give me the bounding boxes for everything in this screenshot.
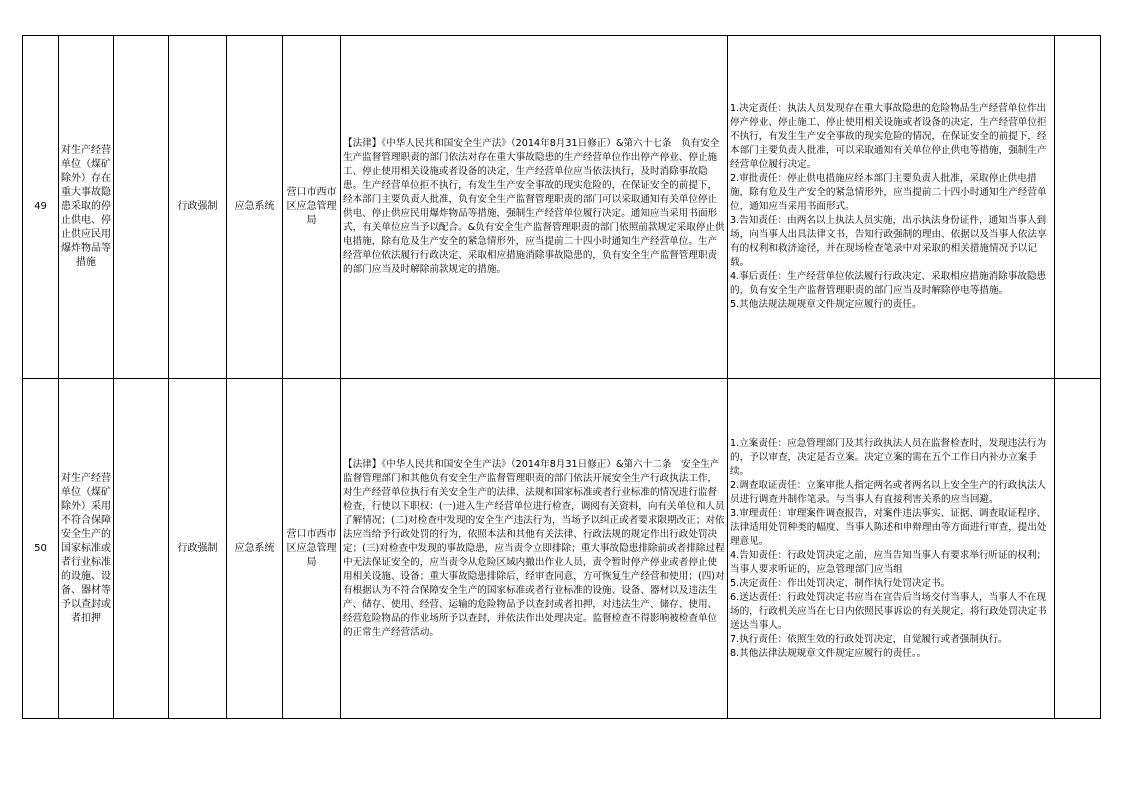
legal-basis: 【法律】《中华人民共和国安全生产法》（2014年8月31日修正）&第六十七条 负有安全生产监督管理职责的部门依法对存在重大事故隐患的生产经营单位作出停产停业、停止施工、停止使用相关设施或者设备的决定，生产经营单位应当依法执行，及时消除事故隐患。生产经营单位拒不执行，有发生生产安全事故的现实危险的，在保证安全的前提下，经本部门主要负责人批准，负有安全生产监督管理职责的部门可以采取通知有关单位停止供电、停止供应民用爆炸物品等措施，强制生产经营单位履行决定。通知应当采用书面形式，有关单位应当予以配合。&负有安全生产监督管理职责的部门依照前款规定采取停止供电措施，除有危及生产安全的紧急情形外，应当提前二十四小时通知生产经营单位。生产经营单位依法履行行政决定、采取相应措施消除事故隐患的，负有安全生产监督管理职责的部门应当及时解除前款规定的措施。	[341, 36, 728, 379]
table-row	[23, 36, 1101, 379]
item-name: 对生产经营单位（煤矿除外）采用不符合保障安全生产的国家标准或者行业标准的设施、设备、器材等予以查封或者扣押	[59, 379, 114, 719]
sub-item	[114, 379, 169, 719]
sub-item	[114, 36, 169, 379]
responsibility-item: 3.审理责任：审理案件调查报告，对案件违法事实、证据、调查取证程序、法律适用处罚种类的幅度、当事人陈述和申辩理由等方面进行审查，提出处理意见。	[730, 507, 1047, 547]
responsibility-list	[728, 36, 1055, 379]
legal-basis: 【法律】《中华人民共和国安全生产法》（2014年8月31日修正）&第六十二条 安全生产监督管理部门和其他负有安全生产监督管理职责的部门依法开展安全生产行政执法工作，对生产经营单位执行有关安全生产的法律、法规和国家标准或者行业标准的情况进行监督检查，行使以下职权：(一)进入生产经营单位进行检查，调阅有关资料，向有关单位和人员了解情况；(二)对检查中发现的安全生产违法行为，当场予以纠正或者要求限期改正；对依法应当给予行政处罚的行为，依照本法和其他有关法律、行政法规的规定作出行政处罚决定；(三)对检查中发现的事故隐患，应当责令立即排除；重大事故隐患排除前或者排除过程中无法保证安全的，应当责令从危险区域内撤出作业人员，责令暂时停产停业或者停止使用相关设施、设备；重大事故隐患排除后，经审查同意，方可恢复生产经营和使用；(四)对有根据认为不符合保障安全生产的国家标准或者行业标准的设施、设备、器材以及违法生产、储存、使用、经营、运输的危险物品予以查封或者扣押，对违法生产、储存、使用、经营危险物品的作业场所予以查封，并依法作出处理决定。监督检查不得影响被检查单位的正常生产经营活动。	[341, 379, 728, 719]
row-number: 50	[23, 379, 59, 719]
responsibility-item: 2.调查取证责任：立案审批人指定两名或者两名以上安全生产的行政执法人员进行调查并制作笔录。与当事人有直接利害关系的应当回避。	[730, 479, 1047, 505]
implementing-department: 营口市西市区应急管理局	[283, 379, 341, 719]
responsibility-item: 2.审批责任：停止供电措施应经本部门主要负责人批准，采取停止供电措施，除有危及生产安全的紧急情形外，应当提前二十四小时通知生产经营单位，通知应当采用书面形式。	[730, 173, 1047, 212]
responsibility-list	[728, 379, 1055, 719]
remark	[1055, 379, 1101, 719]
powers-table	[22, 35, 1101, 719]
system-name: 应急系统	[227, 36, 283, 379]
table-row	[23, 379, 1101, 719]
system-name: 应急系统	[227, 379, 283, 719]
responsibility-item: 1.决定责任：执法人员发现存在重大事故隐患的危险物品生产经营单位作出停产停业、停止施工、停止使用相关设施或者设备的决定，生产经营单位拒不执行，有发生生产安全事故的现实危险的情况，在保证安全的前提下，经本部门主要负责人批准，可以采取通知有关单位停止供电等措施，强制生产经营单位履行决定。	[730, 103, 1047, 170]
power-category: 行政强制	[169, 36, 227, 379]
responsibility-item: 7.执行责任：依照生效的行政处罚决定，自觉履行或者强制执行。	[730, 633, 1008, 645]
responsibility-item: 6.送达责任：行政处罚决定书应当在宣告后当场交付当事人，当事人不在现场的，行政机关应当在七日内依照民事诉讼的有关规定，将行政处罚决定书送达当事人。	[730, 591, 1047, 631]
responsibility-item: 5.决定责任：作出处罚决定，制作执行处罚决定书。	[730, 577, 951, 589]
item-name: 对生产经营单位（煤矿除外）存在重大事故隐患采取的停止供电、停止供应民用爆炸物品等措施	[59, 36, 114, 379]
responsibility-item: 4.事后责任：生产经营单位依法履行行政决定、采取相应措施消除事故隐患的，负有安全生产监督管理职责的部门应当及时解除停电等措施。	[730, 271, 1047, 296]
responsibility-item: 5.其他法规法规规章文件规定应履行的责任。	[730, 299, 922, 310]
responsibility-item: 3.告知责任：由两名以上执法人员实施，出示执法身份证件，通知当事人到场，向当事人出具法律文书，告知行政强制的理由、依据以及当事人依法享有的权利和救济途径，并在现场检查笔录中对采取的相关措施情况予以记载。	[730, 215, 1047, 268]
responsibility-item: 1.立案责任：应急管理部门及其行政执法人员在监督检查时，发现违法行为的，予以审查，决定是否立案。决定立案的需在五个工作日内补办立案手续。	[730, 437, 1047, 477]
power-category: 行政强制	[169, 379, 227, 719]
responsibility-item: 8.其他法律法规规章文件规定应履行的责任。。	[730, 647, 927, 659]
row-number: 49	[23, 36, 59, 379]
implementing-department: 营口市西市区应急管理局	[283, 36, 341, 379]
remark	[1055, 36, 1101, 379]
responsibility-item: 4.告知责任：行政处罚决定之前，应当告知当事人有要求举行听证的权利；当事人要求听证的，应急管理部门应当组	[730, 549, 1047, 575]
